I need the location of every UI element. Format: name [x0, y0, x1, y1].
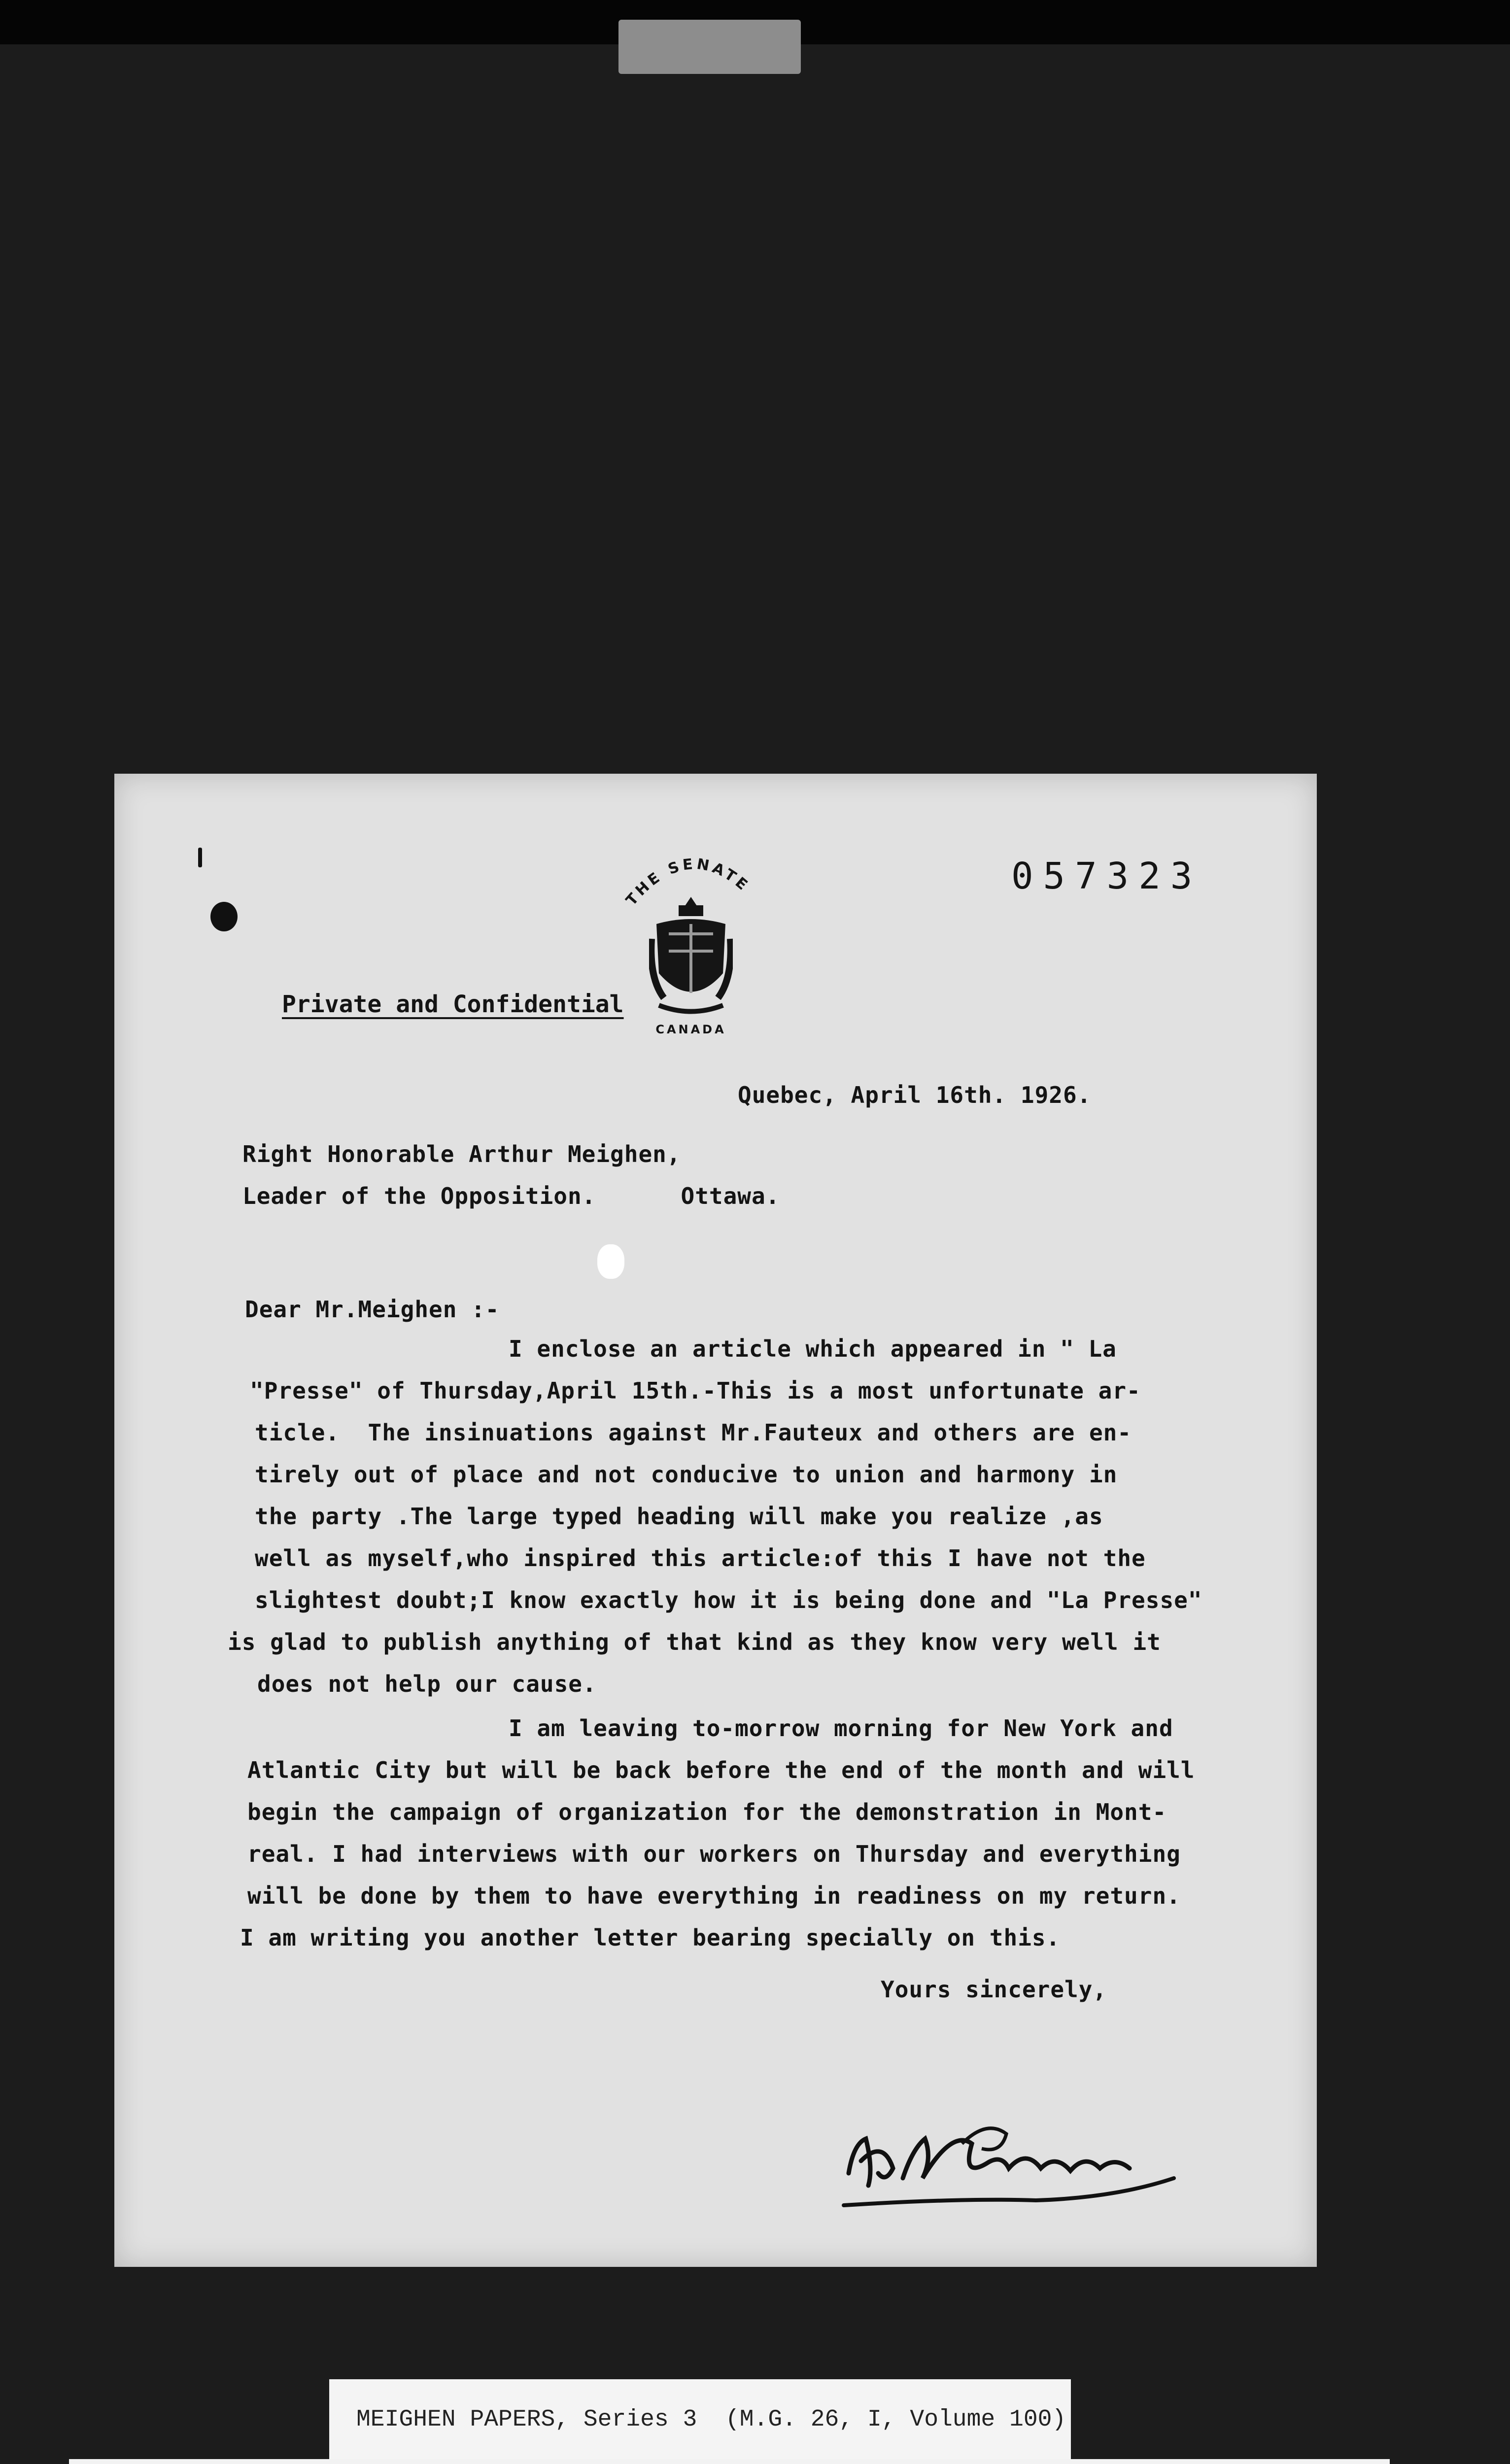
body-line: I am leaving to-morrow morning for New York and [509, 1715, 1173, 1742]
salutation: Dear Mr.Meighen :- [245, 1296, 500, 1323]
body-line: ticle. The insinuations against Mr.Fauteux and others are en- [255, 1419, 1132, 1446]
date-line: Quebec, April 16th. 1926. [738, 1082, 1092, 1108]
body-line: "Presse" of Thursday,April 15th.-This is a most unfortunate ar- [250, 1377, 1141, 1404]
body-line: will be done by them to have everything in readiness on my return. [247, 1882, 1181, 1909]
body-line: slightest doubt;I know exactly how it is being done and "La Presse" [255, 1587, 1202, 1613]
document-number: 057323 [1011, 855, 1202, 897]
body-line: Atlantic City but will be back before the end of the month and will [247, 1757, 1195, 1783]
closing: Yours sincerely, [881, 1976, 1107, 2003]
body-line: the party .The large typed heading will make you realize ,as [255, 1503, 1103, 1530]
body-line: does not help our cause. [257, 1671, 597, 1697]
coat-of-arms-icon [649, 894, 733, 1018]
letter-heading: Private and Confidential [282, 991, 624, 1018]
body-line: tirely out of place and not conducive to union and harmony in [255, 1461, 1118, 1488]
reference-label [329, 2379, 1071, 2464]
body-line: I am writing you another letter bearing specially on this. [240, 1924, 1061, 1951]
body-line: I enclose an article which appeared in " La [509, 1335, 1117, 1362]
letter-sheet [114, 774, 1317, 2267]
volume-reference: (M.G. 26, I, Volume 100) [725, 2406, 1066, 2433]
film-clip [618, 20, 801, 74]
body-line: begin the campaign of organization for the demonstration in Mont- [247, 1799, 1167, 1825]
body-line: is glad to publish anything of that kind as they know very well it [228, 1629, 1161, 1655]
senate-canada-text: CANADA [655, 1023, 726, 1036]
ink-mark [198, 848, 202, 867]
collection-name: MEIGHEN PAPERS, Series 3 [356, 2406, 697, 2433]
addressee-line: Leader of the Opposition. Ottawa. [242, 1183, 780, 1209]
body-line: real. I had interviews with our workers on Thursday and everything [247, 1841, 1181, 1867]
body-line: well as myself,who inspired this article:of this I have not the [255, 1545, 1146, 1572]
handwritten-signature [839, 2099, 1184, 2227]
svg-text:THE SENATE: THE SENATE [622, 855, 753, 909]
paper-blemish [597, 1244, 624, 1279]
archive-card [69, 2459, 1390, 2464]
addressee-line: Right Honorable Arthur Meighen, [242, 1141, 681, 1167]
ink-blot [210, 902, 238, 931]
senate-crest [612, 848, 770, 1060]
